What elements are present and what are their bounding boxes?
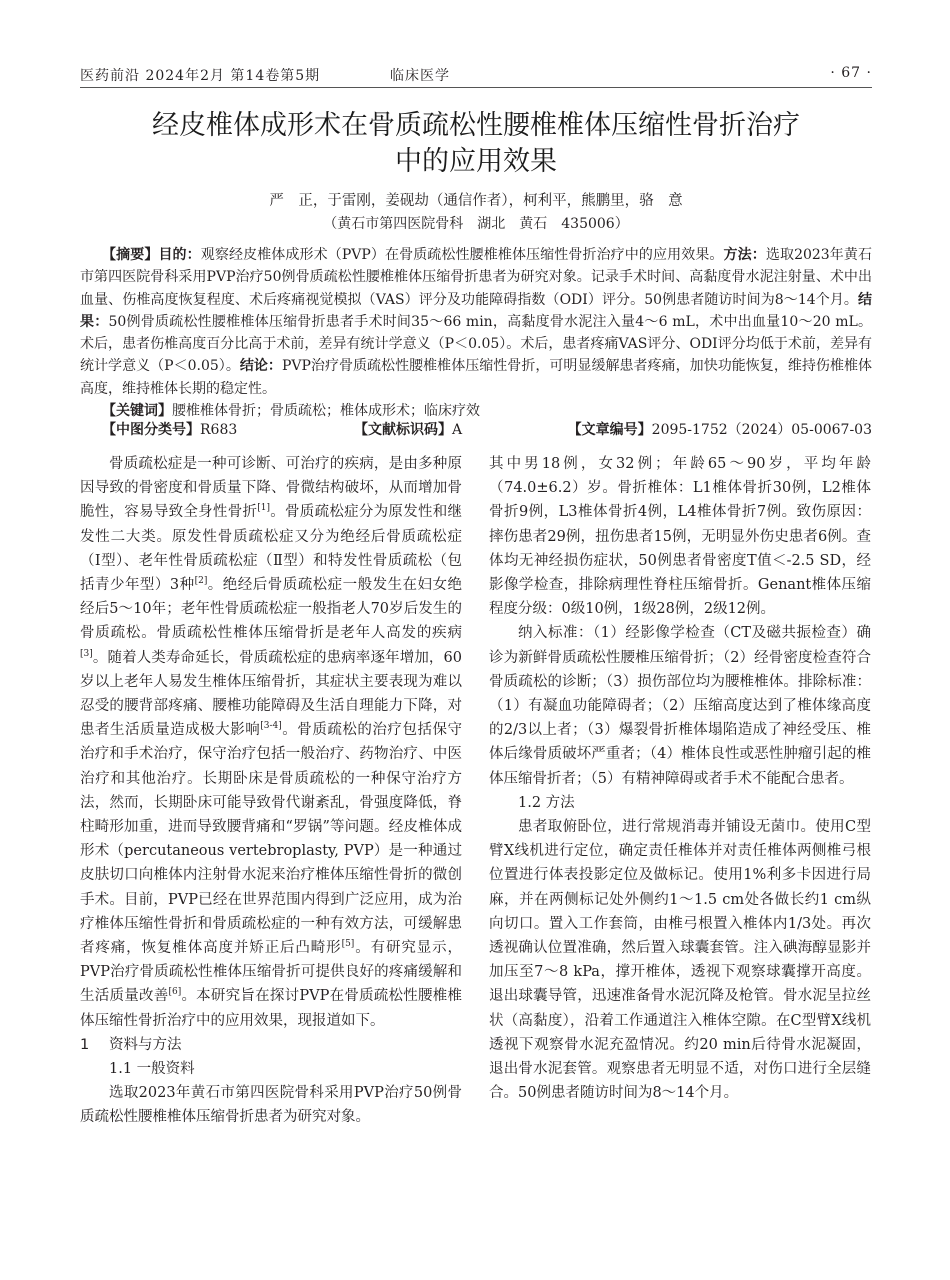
- results-label: 结果：: [80, 291, 872, 330]
- subsection-heading-1-1: 1.1 一般资料: [109, 1061, 195, 1078]
- methods-label: 方法：: [723, 247, 766, 263]
- intro-text-1: 骨质疏松症是一种可诊断、可治疗的疾病，是由多种原因导致的骨密度和骨质量下降、骨微结构破坏，从而增加骨脆性，容易导致全身性骨折: [80, 456, 462, 521]
- clc-number: [102, 419, 237, 441]
- conclusion-text: PVP治疗骨质疏松性腰椎椎体压缩性骨折，可明显缓解患者疼痛，加快功能恢复，维持伤椎椎体高度，维持椎体长期的稳定性。: [80, 358, 873, 397]
- section-number: 1: [80, 1036, 90, 1053]
- section-title: 资料与方法: [109, 1036, 182, 1053]
- running-header: [80, 62, 872, 88]
- citation-3: [3]: [80, 648, 93, 659]
- clc-value: R683: [200, 422, 238, 438]
- conclusion-label: 结论：: [239, 358, 282, 375]
- doc-value: A: [452, 422, 463, 438]
- doc-label: 【文献标识码】: [354, 422, 452, 438]
- intro-paragraph: [80, 452, 462, 1033]
- keywords-text: 腰椎椎体骨折；骨质疏松；椎体成形术；临床疗效: [172, 403, 480, 420]
- criteria-paragraph: 纳入标准：（1）经影像学检查（CT及磁共振检查）确诊为新鲜骨质疏松性腰椎压缩骨折；（2）经骨密度检查符合骨质疏松的诊断；（3）损伤部位均为腰椎椎体。排除标准：（1）有凝血功能障碍者；（2）压缩高度达到了椎体缘高度的2/3以上者；（3）爆裂骨折椎体塌陷造成了神经受压、椎体后缘骨质破坏严重者；（4）椎体良性或恶性肿瘤引起的椎体压缩骨折者；（5）有精神障碍或者手术不能配合患者。: [489, 625, 871, 787]
- intro-text-4: 。随着人类寿命延长，骨质疏松症的患病率逐年增加，60岁以上老年人易发生椎体压缩骨折，其症状主要表现为难以忍受的腰背部疼痛、腰椎功能障碍及生活自理能力下降，对患者生活质量造成极大影响: [80, 649, 462, 739]
- section-heading-1: [80, 1033, 462, 1057]
- affiliation: （黄石市第四医院骨科 湖北 黄石 435006）: [323, 216, 629, 232]
- objective-text: 观察经皮椎体成形术（PVP）在骨质疏松性腰椎椎体压缩性骨折治疗中的应用效果。: [200, 247, 724, 263]
- general-data-continued: 其中男18例，女32例；年龄65～90岁，平均年龄（74.0±6.2）岁。骨折椎体：L1椎体骨折30例，L2椎体骨折9例，L3椎体骨折4例，L4椎体骨折7例。致伤原因：摔伤患者29例，扭伤患者15例，无明显外伤史患者6例。查体均无神经损伤症状，50例患者骨密度T值＜-2.5 SD，经影像学检查，排除病理性脊柱压缩骨折。Genant椎体压缩程度分级：0级10例，1级28例，2级12例。: [489, 456, 871, 618]
- author-list: 严 正，于雷刚，姜砚劫（通信作者），柯利平，熊鹏里，骆 意: [269, 193, 683, 209]
- general-data-paragraph: 选取2023年黄石市第四医院骨科采用PVP治疗50例骨质疏松性腰椎椎体压缩骨折患者为研究对象。: [80, 1085, 462, 1126]
- art-label: 【文章编号】: [567, 422, 652, 438]
- document-code: [354, 419, 462, 441]
- citation-1: [1]: [257, 503, 270, 514]
- keywords-label: 【关键词】: [102, 403, 172, 420]
- citation-5: [5]: [341, 939, 355, 950]
- abstract: [80, 244, 872, 422]
- intro-text-7: 。本研究旨在探讨PVP在骨质疏松性腰椎椎体压缩性骨折治疗中的应用效果，现报道如下。: [80, 988, 463, 1029]
- results-text: 50例骨质疏松性腰椎椎体压缩骨折患者手术时间35～66 min，高黏度骨水泥注入量4～6 mL，术中出血量10～20 mL。术后，患者伤椎高度百分比高于术前，差异有统计学意义（P＜0.05）。术后，患者疼痛VAS评分、ODI评分均低于术前，差异有统计学意义（P＜0.05）。: [80, 313, 872, 375]
- methods-paragraph: 患者取俯卧位，进行常规消毒并铺设无菌巾。使用C型臂X线机进行定位，确定责任椎体并对责任椎体两侧椎弓根位置进行体表投影定位及做标记。使用1%利多卡因进行局麻，并在两侧标记处外侧约1～1.5 cm处各做长约1 cm纵向切口。置入工作套筒，由椎弓根置入椎体内1/3处。再次透视确认位置准确，然后置入球囊套管。注入碘海醇显影并加压至7～8 kPa，撑开椎体，透视下观察球囊撑开高度。退出球囊导管，迅速准备骨水泥沉降及枪管。骨水泥呈拉丝状（高黏度），沿着工作通道注入椎体空隙。在C型臂X线机透视下观察骨水泥充盈情况。约20 min后待骨水泥凝固，退出骨水泥套管。观察患者无明显不适，对伤口进行全层缝合。50例患者随访时间为8～14个月。: [489, 819, 871, 1102]
- section-name: 临床医学: [390, 68, 450, 84]
- article-number: [568, 419, 872, 441]
- page-number: · 67 ·: [830, 65, 872, 81]
- intro-text-2: 。骨质疏松症分为原发性和继发性二大类。原发性骨质疏松症又分为绝经后骨质疏松症（Ⅰ型）、老年性骨质疏松症（Ⅱ型）和特发性骨质疏松（包括青少年型）3种: [80, 504, 463, 594]
- intro-text-6: 。有研究显示，PVP治疗骨质疏松性椎体压缩骨折可提供良好的疼痛缓解和生活质量改善: [80, 940, 463, 1005]
- art-value: 2095-1752（2024）05-0067-03: [651, 422, 872, 438]
- objective-label: 目的：: [158, 247, 201, 263]
- citation-6: [6]: [168, 987, 182, 998]
- clc-label: 【中图分类号】: [102, 422, 200, 438]
- intro-text-3: 。绝经后骨质疏松症一般发生在妇女绝经后5～10年；老年性骨质疏松症一般指老人70岁后发生的骨质疏松。骨质疏松性椎体压缩骨折是老年人高发的疾病: [80, 577, 462, 642]
- intro-text-5: 。骨质疏松的治疗包括保守治疗和手术治疗，保守治疗包括一般治疗、药物治疗、中医治疗和其他治疗。长期卧床是骨质疏松的一种保守治疗方法，然而，长期卧床可能导致骨代谢紊乱，骨强度降低，脊柱畸形加重，进而导致腰背痛和“罗锅”等问题。经皮椎体成形术（percutaneous vertebroplasty, PVP）是一种通过皮肤切口向椎体内注射骨水泥来治疗椎体压缩性骨折的微创手术。目前，PVP已经在世界范围内得到广泛应用，成为治疗椎体压缩性骨折和骨质疏松症的一种有效方法，可缓解患者疼痛，恢复椎体高度并矫正后凸畸形: [80, 722, 463, 957]
- article-title: [80, 108, 872, 180]
- journal-info: 医药前沿 2024年2月 第14卷第5期: [80, 68, 321, 84]
- abstract-label: 【摘要】: [102, 247, 159, 263]
- citation-2: [2]: [194, 576, 208, 587]
- title-line-1: 经皮椎体成形术在骨质疏松性腰椎椎体压缩性骨折治疗: [152, 110, 800, 141]
- citation-3-4: [3-4]: [260, 721, 282, 732]
- classification-line: [102, 419, 872, 441]
- right-column: [489, 452, 871, 1105]
- methods-text: 选取2023年黄石市第四医院骨科采用PVP治疗50例骨质疏松性腰椎椎体压缩骨折患者为研究对象。记录手术时间、高黏度骨水泥注射量、术中出血量、伤椎高度恢复程度、术后疼痛视觉模拟（VAS）评分及功能障碍指数（ODI）评分。50例患者随访时间为8～14个月。: [80, 247, 873, 308]
- abstract-text: [80, 244, 872, 400]
- left-column: [80, 452, 462, 1130]
- subsection-heading-1-2: 1.2 方法: [518, 794, 575, 811]
- title-line-2: 中的应用效果: [395, 146, 557, 177]
